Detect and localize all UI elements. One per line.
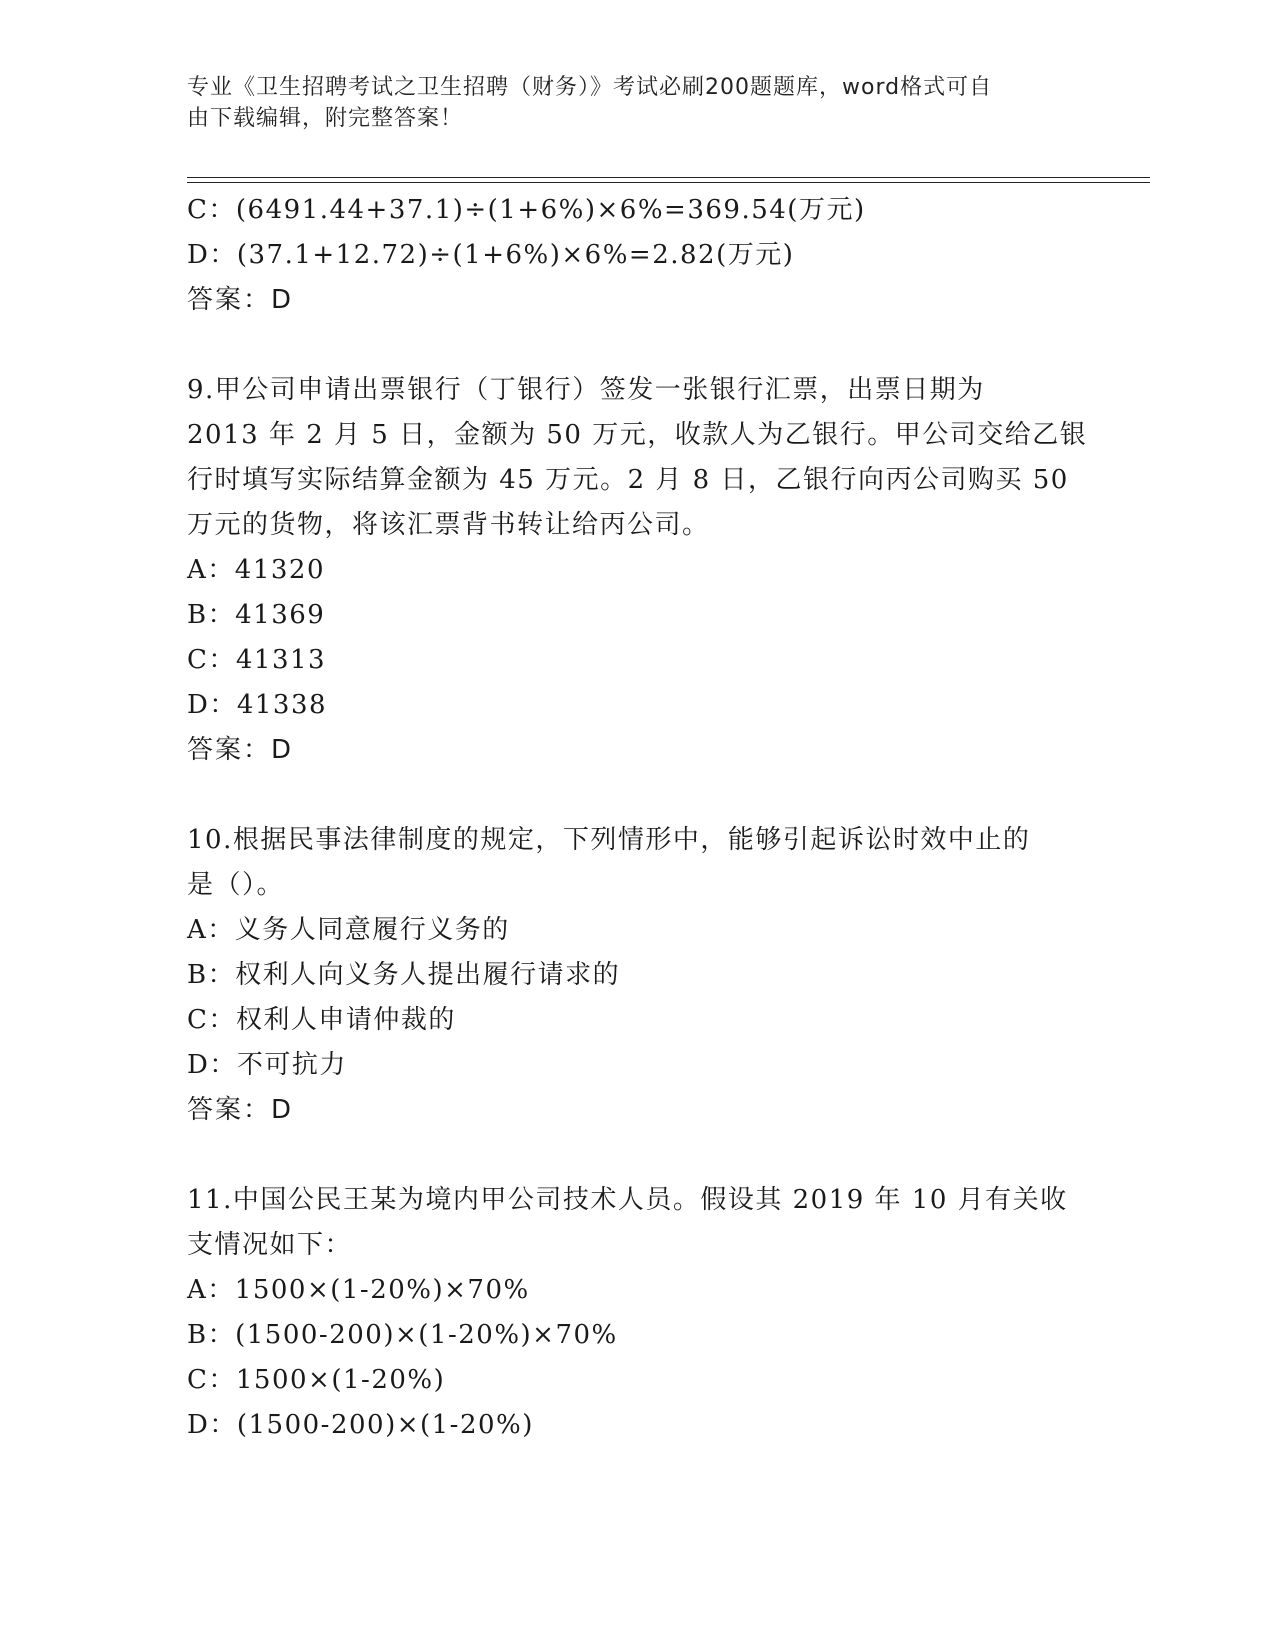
text-line: B：41369	[187, 600, 326, 630]
text-line: 2013 年 2 月 5 日，金额为 50 万元，收款人为乙银行。甲公司交给乙银	[187, 420, 1088, 450]
text-line: C：权利人申请仲裁的	[187, 1005, 456, 1035]
header-divider-top	[187, 177, 1150, 178]
text-line: A：1500×(1-20%)×70%	[187, 1275, 530, 1305]
answer-line: 答案：D	[187, 285, 294, 315]
answer-line: 答案：D	[187, 1095, 294, 1125]
text-line: C：1500×(1-20%)	[187, 1365, 446, 1395]
text-line: 11.中国公民王某为境内甲公司技术人员。假设其 2019 年 10 月有关收	[187, 1185, 1068, 1215]
header-divider-bottom	[187, 182, 1150, 183]
paragraph-spacer	[187, 323, 1087, 368]
text-line: A：义务人同意履行义务的	[187, 915, 510, 945]
answer-line: 答案：D	[187, 735, 294, 765]
text-line: B：权利人向义务人提出履行请求的	[187, 960, 621, 990]
text-line: D：(1500-200)×(1-20%)	[187, 1410, 534, 1440]
paragraph-spacer	[187, 773, 1087, 818]
text-line: C：(6491.44+37.1)÷(1+6%)×6%=369.54(万元)	[187, 195, 866, 225]
text-line: C：41313	[187, 645, 327, 675]
question-content	[187, 188, 1087, 1448]
text-line: 10.根据民事法律制度的规定，下列情形中，能够引起诉讼时效中止的	[187, 825, 1031, 855]
header-line-2: 由下载编辑，附完整答案！	[187, 106, 464, 131]
document-header	[187, 72, 1087, 134]
text-line: 是（）。	[187, 870, 285, 900]
text-line: 支情况如下：	[187, 1230, 353, 1260]
text-line: A：41320	[187, 555, 325, 585]
text-line: D：(37.1+12.72)÷(1+6%)×6%=2.82(万元)	[187, 240, 795, 270]
text-line: 9.甲公司申请出票银行（丁银行）签发一张银行汇票，出票日期为	[187, 375, 985, 405]
text-line: D：41338	[187, 690, 328, 720]
text-line: 行时填写实际结算金额为 45 万元。2 月 8 日，乙银行向丙公司购买 50	[187, 465, 1069, 495]
text-line: B：(1500-200)×(1-20%)×70%	[187, 1320, 618, 1350]
text-line: 万元的货物，将该汇票背书转让给丙公司。	[187, 510, 710, 540]
header-line-1: 专业《卫生招聘考试之卫生招聘（财务）》考试必刷200题题库，word格式可自	[187, 75, 993, 100]
text-line: D：不可抗力	[187, 1050, 347, 1080]
paragraph-spacer	[187, 1133, 1087, 1178]
